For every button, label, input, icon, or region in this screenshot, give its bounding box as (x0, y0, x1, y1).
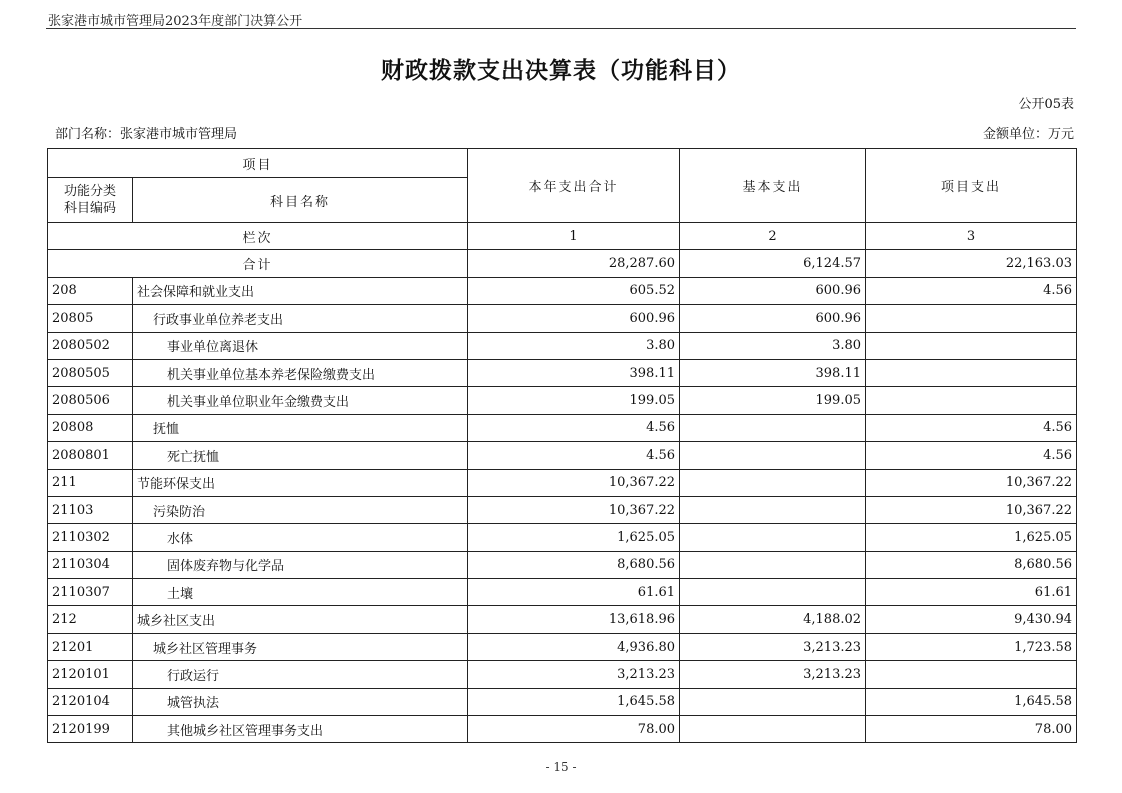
running-header: 张家港市城市管理局2023年度部门决算公开 (48, 14, 303, 29)
table-row (48, 387, 1077, 414)
column-index-2: 2 (680, 223, 866, 250)
row-project: 61.61 (866, 579, 1077, 606)
table-row (48, 414, 1077, 441)
table-row (48, 606, 1077, 633)
header-rule (46, 28, 1076, 29)
column-index-1: 1 (468, 223, 680, 250)
table-code: 公开05表 (1018, 97, 1074, 112)
column-index-label: 栏次 (48, 223, 468, 250)
table-row (48, 633, 1077, 660)
row-project: 10,367.22 (866, 469, 1077, 496)
row-project: 1,645.58 (866, 688, 1077, 715)
row-subject-name: 城乡社区支出 (133, 606, 468, 633)
table-row (48, 661, 1077, 688)
row-code: 2080502 (48, 332, 133, 359)
row-project (866, 305, 1077, 332)
row-total: 3.80 (468, 332, 680, 359)
table-row (48, 496, 1077, 523)
header-subject-name: 科目名称 (133, 178, 468, 223)
table-row (48, 305, 1077, 332)
summary-total: 28,287.60 (468, 250, 680, 277)
row-total: 8,680.56 (468, 551, 680, 578)
row-project: 4.56 (866, 277, 1077, 304)
row-total: 61.61 (468, 579, 680, 606)
table-row (48, 277, 1077, 304)
row-project: 4.56 (866, 414, 1077, 441)
row-total: 4.56 (468, 442, 680, 469)
row-project (866, 359, 1077, 386)
row-project (866, 661, 1077, 688)
column-index-row (48, 223, 1077, 250)
row-project: 10,367.22 (866, 496, 1077, 523)
row-code: 208 (48, 277, 133, 304)
expenditure-table (47, 148, 1077, 743)
row-total: 4,936.80 (468, 633, 680, 660)
row-code: 2110307 (48, 579, 133, 606)
row-project: 1,625.05 (866, 524, 1077, 551)
row-project: 8,680.56 (866, 551, 1077, 578)
table-row (48, 332, 1077, 359)
row-subject-name: 抚恤 (133, 414, 468, 441)
row-basic (680, 716, 866, 743)
row-total: 4.56 (468, 414, 680, 441)
row-subject-name: 城管执法 (133, 688, 468, 715)
table-row (48, 579, 1077, 606)
row-basic (680, 688, 866, 715)
row-basic (680, 524, 866, 551)
row-basic: 3,213.23 (680, 661, 866, 688)
unit-label: 金额单位：万元 (982, 127, 1074, 142)
row-total: 13,618.96 (468, 606, 680, 633)
row-code: 21103 (48, 496, 133, 523)
row-subject-name: 社会保障和就业支出 (133, 277, 468, 304)
summary-basic: 6,124.57 (680, 250, 866, 277)
page-title: 财政拨款支出决算表（功能科目） (381, 58, 741, 84)
table-row (48, 359, 1077, 386)
row-subject-name: 土壤 (133, 579, 468, 606)
page-number: - 15 - (545, 760, 577, 774)
row-code: 211 (48, 469, 133, 496)
department-label: 部门名称：张家港市城市管理局 (55, 127, 238, 142)
table-row (48, 688, 1077, 715)
table-row (48, 442, 1077, 469)
row-code: 2120101 (48, 661, 133, 688)
header-project: 项目支出 (866, 149, 1077, 223)
header-total: 本年支出合计 (468, 149, 680, 223)
table-row (48, 524, 1077, 551)
table-row (48, 716, 1077, 743)
row-subject-name: 行政运行 (133, 661, 468, 688)
row-total: 398.11 (468, 359, 680, 386)
row-basic: 4,188.02 (680, 606, 866, 633)
row-subject-name: 机关事业单位职业年金缴费支出 (133, 387, 468, 414)
row-total: 605.52 (468, 277, 680, 304)
row-code: 2110302 (48, 524, 133, 551)
row-subject-name: 其他城乡社区管理事务支出 (133, 716, 468, 743)
table-row (48, 551, 1077, 578)
row-total: 199.05 (468, 387, 680, 414)
summary-label: 合计 (48, 250, 468, 277)
row-total: 10,367.22 (468, 496, 680, 523)
row-basic (680, 551, 866, 578)
summary-project: 22,163.03 (866, 250, 1077, 277)
row-code: 20808 (48, 414, 133, 441)
table-row (48, 469, 1077, 496)
row-basic: 398.11 (680, 359, 866, 386)
header-func-code: 功能分类 科目编码 (48, 178, 133, 223)
row-total: 3,213.23 (468, 661, 680, 688)
row-project: 9,430.94 (866, 606, 1077, 633)
row-project (866, 387, 1077, 414)
row-code: 2080801 (48, 442, 133, 469)
row-total: 1,625.05 (468, 524, 680, 551)
row-subject-name: 节能环保支出 (133, 469, 468, 496)
row-basic (680, 442, 866, 469)
row-basic: 600.96 (680, 305, 866, 332)
row-basic: 199.05 (680, 387, 866, 414)
row-basic: 600.96 (680, 277, 866, 304)
row-subject-name: 机关事业单位基本养老保险缴费支出 (133, 359, 468, 386)
row-subject-name: 行政事业单位养老支出 (133, 305, 468, 332)
row-code: 2120199 (48, 716, 133, 743)
row-project: 1,723.58 (866, 633, 1077, 660)
row-subject-name: 固体废弃物与化学品 (133, 551, 468, 578)
row-code: 2110304 (48, 551, 133, 578)
header-basic: 基本支出 (680, 149, 866, 223)
row-subject-name: 事业单位离退休 (133, 332, 468, 359)
column-index-3: 3 (866, 223, 1077, 250)
row-subject-name: 水体 (133, 524, 468, 551)
summary-row (48, 250, 1077, 277)
row-total: 1,645.58 (468, 688, 680, 715)
row-basic: 3,213.23 (680, 633, 866, 660)
row-total: 600.96 (468, 305, 680, 332)
row-basic: 3.80 (680, 332, 866, 359)
row-subject-name: 污染防治 (133, 496, 468, 523)
row-code: 2120104 (48, 688, 133, 715)
row-basic (680, 469, 866, 496)
row-code: 2080506 (48, 387, 133, 414)
row-total: 78.00 (468, 716, 680, 743)
row-total: 10,367.22 (468, 469, 680, 496)
row-project: 4.56 (866, 442, 1077, 469)
row-project (866, 332, 1077, 359)
row-project: 78.00 (866, 716, 1077, 743)
row-subject-name: 城乡社区管理事务 (133, 633, 468, 660)
row-code: 21201 (48, 633, 133, 660)
header-row (48, 149, 1077, 178)
row-basic (680, 414, 866, 441)
row-code: 2080505 (48, 359, 133, 386)
row-basic (680, 579, 866, 606)
row-code: 20805 (48, 305, 133, 332)
row-subject-name: 死亡抚恤 (133, 442, 468, 469)
row-basic (680, 496, 866, 523)
header-item: 项目 (48, 149, 468, 178)
row-code: 212 (48, 606, 133, 633)
